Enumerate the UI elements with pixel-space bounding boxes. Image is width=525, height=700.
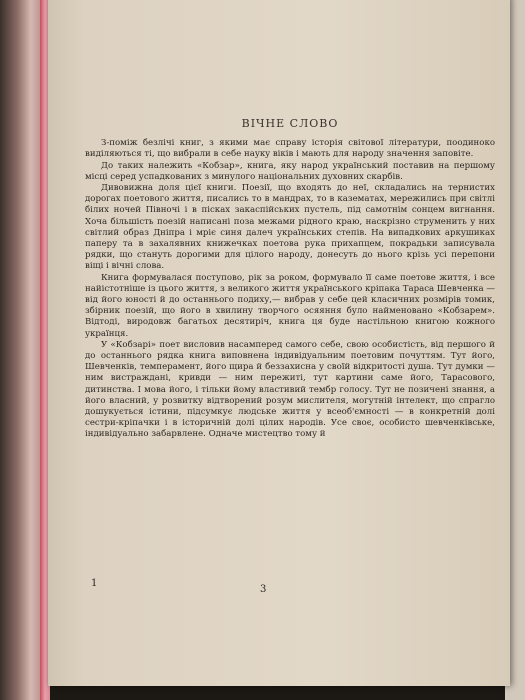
page-number: 3 [260, 584, 267, 595]
signature-mark: 1 [91, 578, 98, 589]
paragraph-4: Книга формувалася поступово, рік за роком, формувало її саме поетове життя, і все найістотніше із цього життя, з великого життя українського кріпака Тараса Шевченка — від його юності й до останнього подиху,— вибрав у себе цей класичних розмірів томик, збірник поезій, що його в хвилину творчого осяяння було найменовано «Кобзарем». Відтоді, виродовж багатьох десятиріч, книга ця буде настільною книгою кожного українця. [85, 272, 495, 339]
book-spine [0, 0, 44, 700]
paragraph-2: До таких належить «Кобзар», книга, яку народ український поставив на першому місці серед успадкованих з минулого національних духовних скарбів. [85, 160, 495, 182]
page-title: ВІЧНЕ СЛОВО [241, 117, 339, 130]
page-content [85, 118, 495, 441]
paragraph-1: З-поміж безлічі книг, з якими має справу історія світової літератури, поодиноко виділяються ті, що вибрали в себе наукy віків і мають для народу значення заповіте. [85, 138, 495, 160]
paragraph-5: У «Кобзарі» поет висловив насамперед самого себе, свою особистість, від першого й до останнього рядка книга виповнена індивідуальним поетовим почуттям. Тут його, Шевченків, темперамент, його щира й беззахисна у своїй відкритості душа. Тут думки — ним вистраждані, кривди — ним пережиті, тут картини саме його, Тарасового, дитинства. І мова його, і тільки йому властивий тембр голосу. Тут не позичені знання, а його власний, у розвитку відтворений розум мислителя, могутній інтелект, що спрагло дошукується істини, підсумкує людське життя у всеоб'ємності — в конкретній долі сестри-кріпачки і в історичній долі цілих народів. Усе своє, особисто шевченківське, індивідуально забарвлене. Одначе мистецтво тому й [85, 339, 495, 440]
paragraph-3: Дивовижна доля цієї книги. Поезії, що входять до неї, складались на тернистих дорогах поетового життя, писались то в мандрах, то в казематах, мережились при світлі білих ночей Півночі і в пісках закаспійських пустель, під самотнім сонцем вигнання. Хоча більшість поезій написані поза межами рідного краю, наскрізно струменить у них світлий образ Дніпра і мріє синя далеч українських степів. На випадкових аркушиках паперу та в захалявних книжечках поетова рука прихапцем, покрадьки записувала рядки, що стануть дорогими для цілого народу, донесуть до нього крізь усі перепони віщі і вічні слова. [85, 183, 495, 272]
